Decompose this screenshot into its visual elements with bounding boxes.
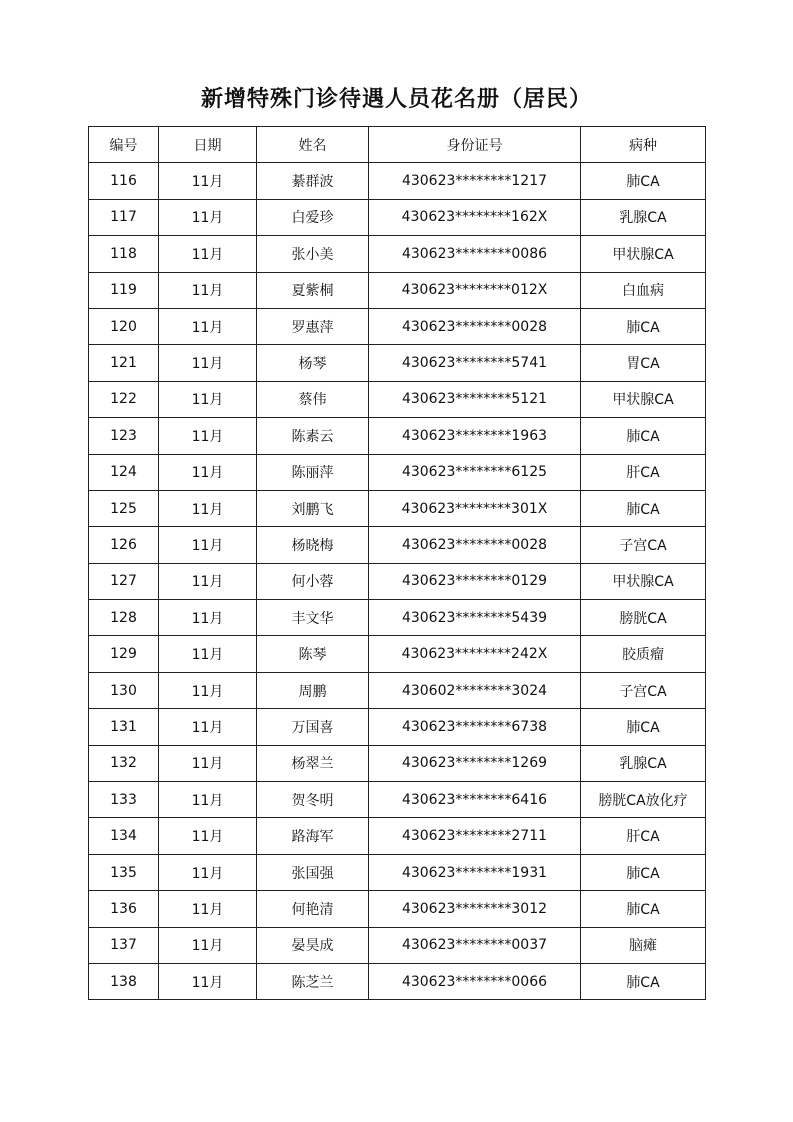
cell-id-number: 430623********0129 [369, 563, 581, 599]
cell-name: 夏紫桐 [257, 272, 369, 308]
cell-disease: 胃CA [581, 345, 706, 381]
cell-number: 116 [89, 163, 159, 199]
cell-name: 白爱珍 [257, 199, 369, 235]
cell-id-number: 430623********6416 [369, 782, 581, 818]
table-row [89, 454, 706, 490]
cell-disease: 脑瘫 [581, 927, 706, 963]
page-title: 新增特殊门诊待遇人员花名册（居民） [200, 86, 592, 112]
cell-number: 131 [89, 709, 159, 745]
table-row [89, 672, 706, 708]
cell-date: 11月 [159, 381, 257, 417]
cell-date: 11月 [159, 345, 257, 381]
table-row [89, 527, 706, 563]
cell-name: 陈素云 [257, 418, 369, 454]
table-row [89, 490, 706, 526]
table-row [89, 600, 706, 636]
cell-number: 127 [89, 563, 159, 599]
cell-date: 11月 [159, 891, 257, 927]
cell-disease: 肺CA [581, 163, 706, 199]
cell-id-number: 430623********1217 [369, 163, 581, 199]
cell-name: 贺冬明 [257, 782, 369, 818]
cell-id-number: 430623********1269 [369, 745, 581, 781]
cell-id-number: 430623********162X [369, 199, 581, 235]
cell-disease: 肺CA [581, 308, 706, 344]
cell-disease: 肺CA [581, 490, 706, 526]
cell-number: 135 [89, 854, 159, 890]
cell-disease: 甲状腺CA [581, 236, 706, 272]
header-disease: 病种 [581, 127, 706, 163]
cell-number: 120 [89, 308, 159, 344]
table-row [89, 345, 706, 381]
cell-id-number: 430623********6125 [369, 454, 581, 490]
cell-name: 陈芝兰 [257, 963, 369, 999]
cell-number: 119 [89, 272, 159, 308]
table-body [89, 163, 706, 1000]
cell-id-number: 430623********0066 [369, 963, 581, 999]
cell-id-number: 430623********1931 [369, 854, 581, 890]
cell-name: 何小蓉 [257, 563, 369, 599]
cell-number: 133 [89, 782, 159, 818]
cell-name: 周鹏 [257, 672, 369, 708]
table-row [89, 818, 706, 854]
cell-date: 11月 [159, 563, 257, 599]
cell-date: 11月 [159, 199, 257, 235]
table-row [89, 418, 706, 454]
cell-name: 张国强 [257, 854, 369, 890]
cell-id-number: 430623********5741 [369, 345, 581, 381]
cell-date: 11月 [159, 308, 257, 344]
cell-date: 11月 [159, 745, 257, 781]
cell-disease: 胶质瘤 [581, 636, 706, 672]
cell-id-number: 430623********3012 [369, 891, 581, 927]
cell-id-number: 430623********012X [369, 272, 581, 308]
header-name: 姓名 [257, 127, 369, 163]
cell-disease: 子宫CA [581, 527, 706, 563]
cell-date: 11月 [159, 272, 257, 308]
cell-date: 11月 [159, 672, 257, 708]
cell-name: 张小美 [257, 236, 369, 272]
cell-name: 罗惠萍 [257, 308, 369, 344]
cell-id-number: 430623********5439 [369, 600, 581, 636]
cell-number: 129 [89, 636, 159, 672]
cell-number: 121 [89, 345, 159, 381]
cell-number: 130 [89, 672, 159, 708]
cell-date: 11月 [159, 709, 257, 745]
cell-number: 125 [89, 490, 159, 526]
cell-disease: 白血病 [581, 272, 706, 308]
cell-name: 陈琴 [257, 636, 369, 672]
table-row [89, 927, 706, 963]
cell-name: 杨翠兰 [257, 745, 369, 781]
cell-date: 11月 [159, 636, 257, 672]
cell-number: 123 [89, 418, 159, 454]
cell-number: 128 [89, 600, 159, 636]
cell-disease: 乳腺CA [581, 199, 706, 235]
cell-date: 11月 [159, 418, 257, 454]
cell-id-number: 430623********301X [369, 490, 581, 526]
cell-disease: 甲状腺CA [581, 563, 706, 599]
table-row [89, 891, 706, 927]
table-row [89, 636, 706, 672]
cell-id-number: 430623********0028 [369, 527, 581, 563]
cell-name: 何艳清 [257, 891, 369, 927]
table-row [89, 963, 706, 999]
cell-number: 134 [89, 818, 159, 854]
cell-id-number: 430623********242X [369, 636, 581, 672]
table-row [89, 199, 706, 235]
cell-date: 11月 [159, 527, 257, 563]
table-row [89, 745, 706, 781]
cell-date: 11月 [159, 600, 257, 636]
table-row [89, 163, 706, 199]
cell-disease: 肝CA [581, 818, 706, 854]
cell-date: 11月 [159, 163, 257, 199]
table-row [89, 272, 706, 308]
table-row [89, 782, 706, 818]
cell-disease: 肝CA [581, 454, 706, 490]
cell-number: 122 [89, 381, 159, 417]
table-row [89, 381, 706, 417]
cell-name: 杨晓梅 [257, 527, 369, 563]
header-number: 编号 [89, 127, 159, 163]
cell-disease: 膀胱CA放化疗 [581, 782, 706, 818]
cell-disease: 甲状腺CA [581, 381, 706, 417]
cell-date: 11月 [159, 454, 257, 490]
cell-disease: 肺CA [581, 854, 706, 890]
table-row [89, 308, 706, 344]
cell-id-number: 430623********0086 [369, 236, 581, 272]
cell-number: 132 [89, 745, 159, 781]
cell-name: 綦群波 [257, 163, 369, 199]
cell-id-number: 430623********0028 [369, 308, 581, 344]
cell-disease: 肺CA [581, 891, 706, 927]
table-row [89, 709, 706, 745]
table-header-row [89, 127, 706, 163]
cell-disease: 膀胱CA [581, 600, 706, 636]
cell-date: 11月 [159, 854, 257, 890]
cell-number: 136 [89, 891, 159, 927]
header-date: 日期 [159, 127, 257, 163]
cell-id-number: 430623********5121 [369, 381, 581, 417]
cell-number: 137 [89, 927, 159, 963]
table-row [89, 563, 706, 599]
cell-date: 11月 [159, 927, 257, 963]
cell-name: 蔡伟 [257, 381, 369, 417]
cell-number: 118 [89, 236, 159, 272]
cell-number: 117 [89, 199, 159, 235]
cell-name: 晏昊成 [257, 927, 369, 963]
cell-name: 杨琴 [257, 345, 369, 381]
cell-name: 刘鹏飞 [257, 490, 369, 526]
cell-name: 路海军 [257, 818, 369, 854]
cell-number: 138 [89, 963, 159, 999]
roster-table [88, 126, 706, 1000]
cell-disease: 肺CA [581, 963, 706, 999]
cell-name: 万国喜 [257, 709, 369, 745]
cell-id-number: 430623********1963 [369, 418, 581, 454]
cell-id-number: 430623********0037 [369, 927, 581, 963]
cell-name: 陈丽萍 [257, 454, 369, 490]
cell-disease: 子宫CA [581, 672, 706, 708]
cell-number: 126 [89, 527, 159, 563]
cell-date: 11月 [159, 490, 257, 526]
header-id-number: 身份证号 [369, 127, 581, 163]
cell-name: 丰文华 [257, 600, 369, 636]
cell-disease: 肺CA [581, 709, 706, 745]
table-row [89, 236, 706, 272]
cell-date: 11月 [159, 236, 257, 272]
cell-id-number: 430602********3024 [369, 672, 581, 708]
cell-date: 11月 [159, 963, 257, 999]
cell-disease: 乳腺CA [581, 745, 706, 781]
table-row [89, 854, 706, 890]
cell-id-number: 430623********6738 [369, 709, 581, 745]
cell-date: 11月 [159, 782, 257, 818]
cell-number: 124 [89, 454, 159, 490]
cell-id-number: 430623********2711 [369, 818, 581, 854]
cell-date: 11月 [159, 818, 257, 854]
cell-disease: 肺CA [581, 418, 706, 454]
